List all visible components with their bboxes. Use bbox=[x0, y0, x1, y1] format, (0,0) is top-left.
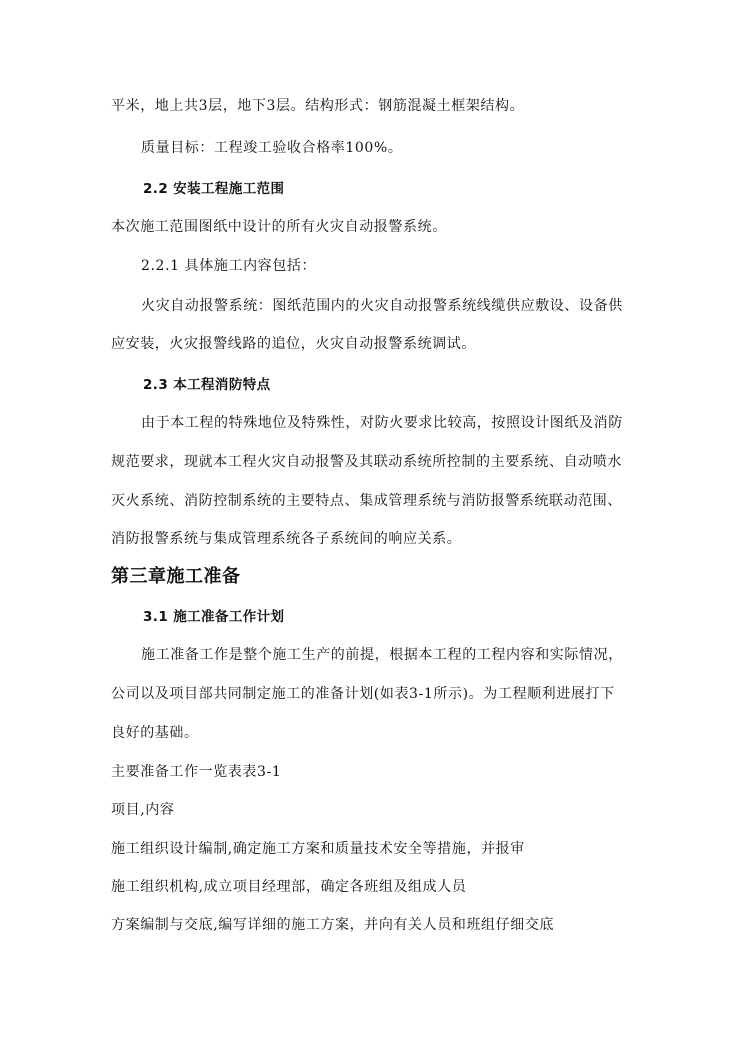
subsection-heading-2-2-1: 2.2.1 具体施工内容包括： bbox=[141, 258, 317, 274]
paragraph-line: 平米，地上共3层，地下3层。结构形式：钢筋混凝土框架结构。 bbox=[111, 98, 525, 114]
paragraph-line: 由于本工程的特殊地位及特殊性，对防火要求比较高，按照设计图纸及消防 bbox=[141, 415, 623, 431]
table-row: 施工组织机构,成立项目经理部，确定各班组及组成人员 bbox=[111, 879, 467, 895]
table-row: 施工组织设计编制,确定施工方案和质量技术安全等措施，并报审 bbox=[111, 841, 525, 857]
paragraph-line: 良好的基础。 bbox=[111, 725, 199, 741]
section-heading-3-1: 3.1 施工准备工作计划 bbox=[143, 609, 285, 625]
paragraph-line: 公司以及项目部共同制定施工的准备计划(如表3-1所示)。为工程顺利进展打下 bbox=[111, 686, 615, 702]
table-header: 项目,内容 bbox=[111, 802, 175, 818]
paragraph-line: 火灾自动报警系统：图纸范围内的火灾自动报警系统线缆供应敷设、设备供 bbox=[141, 298, 623, 314]
paragraph-line: 施工准备工作是整个施工生产的前提，根据本工程的工程内容和实际情况， bbox=[141, 647, 623, 663]
section-heading-2-3: 2.3 本工程消防特点 bbox=[143, 377, 271, 393]
paragraph-line: 应安装，火灾报警线路的追位，火灾自动报警系统调试。 bbox=[111, 336, 476, 352]
paragraph-line: 规范要求，现就本工程火灾自动报警及其联动系统所控制的主要系统、自动喷水 bbox=[111, 454, 622, 470]
section-heading-2-2: 2.2 安装工程施工范围 bbox=[143, 181, 285, 197]
paragraph-line: 消防报警系统与集成管理系统各子系统间的响应关系。 bbox=[111, 531, 462, 547]
paragraph-line: 灭火系统、消防控制系统的主要特点、集成管理系统与消防报警系统联动范围、 bbox=[111, 493, 622, 509]
chapter-heading: 第三章施工准备 bbox=[111, 566, 241, 587]
paragraph-line: 本次施工范围图纸中设计的所有火灾自动报警系统。 bbox=[111, 219, 447, 235]
quality-target: 质量目标：工程竣工验收合格率100%。 bbox=[141, 140, 403, 156]
table-title: 主要准备工作一览表表3-1 bbox=[111, 764, 282, 780]
table-row: 方案编制与交底,编写详细的施工方案，并向有关人员和班组仔细交底 bbox=[111, 917, 555, 933]
